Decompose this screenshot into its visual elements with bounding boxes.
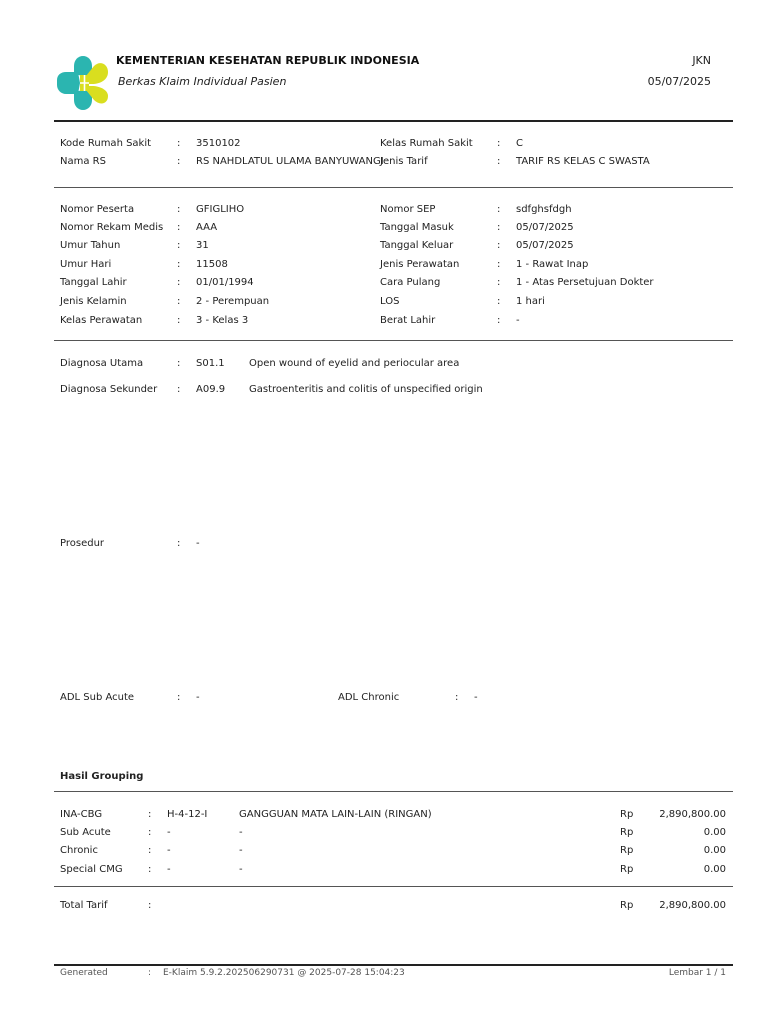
document-title: Berkas Klaim Individual Pasien (118, 75, 287, 88)
separator: : (148, 864, 152, 875)
kode-rs-label: Kode Rumah Sakit (60, 138, 152, 149)
separator: : (177, 384, 181, 395)
grouping-row-desc: - (239, 827, 243, 838)
separator: : (148, 809, 152, 820)
separator: : (177, 315, 181, 326)
field-label: Berat Lahir (380, 315, 436, 326)
field-label: Nomor Peserta (60, 204, 135, 215)
adl-sub-acute-value: - (196, 692, 200, 703)
field-label: Tanggal Keluar (380, 240, 454, 251)
grouping-row-code: - (167, 845, 171, 856)
adl-chronic-label: ADL Chronic (338, 692, 400, 703)
field-label: Kelas Perawatan (60, 315, 143, 326)
adl-chronic-value: - (474, 692, 478, 703)
field-label: Tanggal Masuk (380, 222, 454, 233)
separator: : (177, 692, 181, 703)
field-value: 3 - Kelas 3 (196, 315, 249, 326)
currency-label: Rp (620, 864, 634, 875)
currency-label: Rp (620, 827, 634, 838)
field-value: - (516, 315, 520, 326)
adl-sub-acute-label: ADL Sub Acute (60, 692, 135, 703)
separator: : (177, 156, 181, 167)
amount: 2,890,800.00 (659, 809, 726, 820)
separator: : (177, 259, 181, 270)
separator: : (497, 138, 501, 149)
separator: : (177, 138, 181, 149)
divider (54, 791, 733, 792)
footer-divider (54, 964, 733, 966)
nama-rs-value: RS NAHDLATUL ULAMA BANYUWANGI (196, 156, 384, 167)
amount: 0.00 (703, 864, 726, 875)
generated-label: Generated (60, 968, 108, 978)
nama-rs-label: Nama RS (60, 156, 106, 167)
separator: : (177, 358, 181, 369)
separator: : (177, 296, 181, 307)
grouping-row-label: INA-CBG (60, 809, 103, 820)
field-value: 05/07/2025 (516, 222, 574, 233)
separator: : (497, 277, 501, 288)
field-value: 05/07/2025 (516, 240, 574, 251)
field-label: Cara Pulang (380, 277, 441, 288)
grouping-row-desc: - (239, 845, 243, 856)
field-label: Umur Tahun (60, 240, 121, 251)
grouping-row-code: - (167, 864, 171, 875)
program-label: JKN (692, 54, 711, 67)
field-label: Nomor Rekam Medis (60, 222, 164, 233)
grouping-row-desc: - (239, 864, 243, 875)
separator: : (497, 222, 501, 233)
separator: : (148, 827, 152, 838)
separator: : (148, 845, 152, 856)
divider (54, 187, 733, 188)
separator: : (177, 277, 181, 288)
separator: : (497, 259, 501, 270)
kelas-rs-value: C (516, 138, 523, 149)
field-value: 11508 (196, 259, 228, 270)
kemenkes-logo (56, 54, 110, 112)
amount: 0.00 (703, 845, 726, 856)
grouping-row-code: - (167, 827, 171, 838)
prosedur-label: Prosedur (60, 538, 105, 549)
grouping-row-label: Sub Acute (60, 827, 111, 838)
divider (54, 340, 733, 341)
separator: : (497, 315, 501, 326)
separator: : (177, 222, 181, 233)
field-value: 1 hari (516, 296, 545, 307)
jenis-tarif-value: TARIF RS KELAS C SWASTA (516, 156, 650, 167)
currency-label: Rp (620, 845, 634, 856)
generated-value: E-Klaim 5.9.2.202506290731 @ 2025-07-28 15:04:23 (163, 968, 405, 978)
grouping-row-code: H-4-12-I (167, 809, 208, 820)
separator: : (497, 156, 501, 167)
divider (54, 886, 733, 887)
grouping-row-label: Chronic (60, 845, 98, 856)
field-value: 01/01/1994 (196, 277, 254, 288)
separator: : (497, 240, 501, 251)
diagnosa-sekunder-label: Diagnosa Sekunder (60, 384, 158, 395)
divider (54, 120, 733, 122)
grouping-row-label: Special CMG (60, 864, 123, 875)
field-label: Umur Hari (60, 259, 112, 270)
field-label: Jenis Perawatan (380, 259, 460, 270)
separator: : (148, 968, 152, 978)
grouping-row-desc: GANGGUAN MATA LAIN-LAIN (RINGAN) (239, 809, 432, 820)
field-label: Tanggal Lahir (60, 277, 127, 288)
field-value: 2 - Perempuan (196, 296, 270, 307)
header-date: 05/07/2025 (647, 75, 711, 88)
separator: : (177, 240, 181, 251)
separator: : (497, 204, 501, 215)
jenis-tarif-label: Jenis Tarif (380, 156, 428, 167)
separator: : (177, 204, 181, 215)
field-label: LOS (380, 296, 400, 307)
separator: : (497, 296, 501, 307)
org-name: KEMENTERIAN KESEHATAN REPUBLIK INDONESIA (116, 54, 420, 67)
separator: : (177, 538, 181, 549)
diagnosa-sekunder-desc: Gastroenteritis and colitis of unspecified origin (249, 384, 483, 395)
field-value: GFIGLIHO (196, 204, 245, 215)
field-label: Jenis Kelamin (60, 296, 127, 307)
kelas-rs-label: Kelas Rumah Sakit (380, 138, 473, 149)
section-title: Hasil Grouping (60, 771, 144, 782)
field-label: Nomor SEP (380, 204, 436, 215)
diagnosa-utama-desc: Open wound of eyelid and periocular area (249, 358, 460, 369)
field-value: 31 (196, 240, 209, 251)
prosedur-value: - (196, 538, 200, 549)
diagnosa-sekunder-code: A09.9 (196, 384, 226, 395)
diagnosa-utama-code: S01.1 (196, 358, 225, 369)
separator: : (148, 900, 152, 911)
amount: 0.00 (703, 827, 726, 838)
total-amount: 2,890,800.00 (659, 900, 726, 911)
total-tarif-label: Total Tarif (60, 900, 108, 911)
field-value: 1 - Atas Persetujuan Dokter (516, 277, 654, 288)
field-value: 1 - Rawat Inap (516, 259, 589, 270)
diagnosa-utama-label: Diagnosa Utama (60, 358, 144, 369)
currency-label: Rp (620, 900, 634, 911)
field-value: sdfghsfdgh (516, 204, 572, 215)
separator: : (455, 692, 459, 703)
page-number: Lembar 1 / 1 (668, 968, 726, 978)
kode-rs-value: 3510102 (196, 138, 241, 149)
field-value: AAA (196, 222, 218, 233)
currency-label: Rp (620, 809, 634, 820)
